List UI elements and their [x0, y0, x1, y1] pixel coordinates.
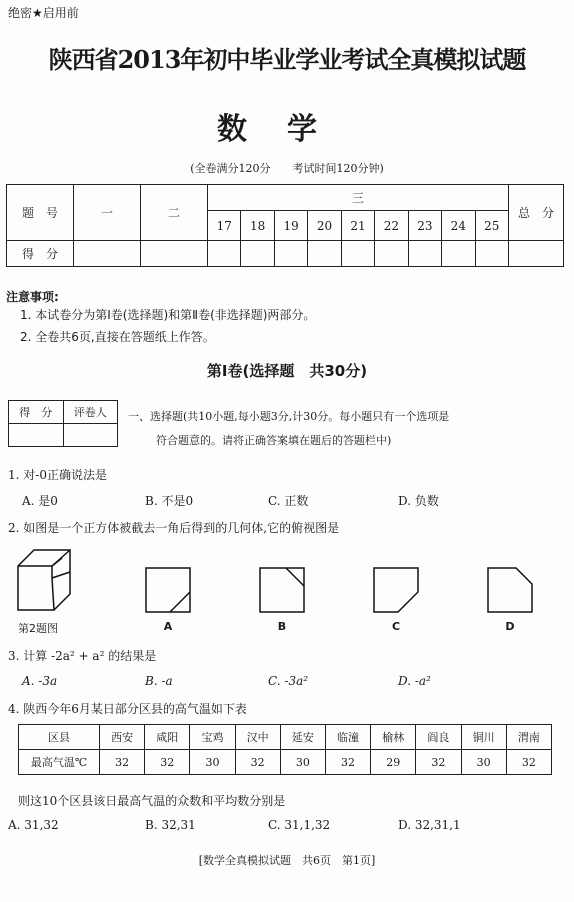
score-cell[interactable]: [308, 241, 341, 267]
col-22: 22: [375, 211, 408, 241]
q3-option-a[interactable]: A. -3a: [22, 674, 58, 688]
page-footer: [数学全真模拟试题 共6页 第1页]: [198, 854, 376, 867]
q1-option-b[interactable]: B. 不是0: [145, 494, 194, 508]
q2-figure-caption: 第2题图: [18, 622, 58, 635]
total-label: 总 分: [509, 185, 564, 241]
section-instruction: [128, 405, 568, 453]
section-title: 第Ⅰ卷(选择题 共30分): [206, 362, 368, 380]
county-cell: 渭南: [506, 725, 551, 750]
grader-score-label: 得 分: [9, 401, 64, 424]
q4-stem: 4. 陕西今年6月某日部分区县的高气温如下表: [8, 702, 247, 716]
total-score-cell[interactable]: [509, 241, 564, 267]
col-20: 20: [308, 211, 341, 241]
q1-option-d[interactable]: D. 负数: [398, 494, 439, 508]
temp-cell: 32: [416, 750, 461, 775]
part-three: 三: [208, 185, 509, 211]
q4-option-b[interactable]: B. 32,31: [145, 818, 196, 832]
notice-heading: 注意事项:: [6, 290, 59, 304]
q4-option-d[interactable]: D. 32,31,1: [398, 818, 461, 832]
q2-option-b[interactable]: B: [277, 620, 287, 633]
part-two: 二: [141, 185, 208, 241]
grader-reviewer-label: 评卷人: [63, 401, 118, 424]
score-cell[interactable]: [208, 241, 241, 267]
q1-stem: 1. 对-0正确说法是: [8, 468, 107, 482]
confidential-label: 绝密★启用前: [8, 6, 79, 20]
score-cell[interactable]: [274, 241, 307, 267]
temp-cell: 32: [325, 750, 370, 775]
temp-cell: 32: [235, 750, 280, 775]
county-cell: 阎良: [416, 725, 461, 750]
q4-followup: 则这10个区县该日最高气温的众数和平均数分别是: [18, 794, 286, 808]
col-17: 17: [208, 211, 241, 241]
temp-cell: 32: [145, 750, 190, 775]
temp-cell: 32: [506, 750, 551, 775]
county-cell: 临潼: [325, 725, 370, 750]
temp-header: 最高气温℃: [19, 750, 100, 775]
q4-option-c[interactable]: C. 31,1,32: [268, 818, 331, 832]
exam-meta: (全卷满分120分 考试时间120分钟): [190, 162, 384, 175]
temp-cell: 30: [190, 750, 235, 775]
score-cell[interactable]: [74, 241, 141, 267]
grader-box: [8, 400, 118, 447]
score-cell[interactable]: [408, 241, 441, 267]
q3-option-c[interactable]: C. -3a²: [268, 674, 309, 688]
notice-item-2: 2. 全卷共6页,直接在答题纸上作答。: [20, 330, 215, 344]
score-cell[interactable]: [341, 241, 374, 267]
grader-score-cell[interactable]: [9, 424, 64, 447]
score-cell[interactable]: [141, 241, 208, 267]
cube-figure: [14, 548, 74, 614]
option-c-figure: [372, 566, 420, 614]
q2-option-a[interactable]: A: [163, 620, 173, 633]
temp-cell: 30: [280, 750, 325, 775]
q3-option-b[interactable]: B. -a: [145, 674, 173, 688]
q3-stem: 3. 计算 -2a² + a² 的结果是: [8, 649, 157, 663]
temp-cell: 32: [100, 750, 145, 775]
score-cell[interactable]: [442, 241, 475, 267]
q4-option-a[interactable]: A. 31,32: [8, 818, 59, 832]
option-a-figure: [144, 566, 192, 614]
temp-cell: 30: [461, 750, 506, 775]
option-d-figure: [486, 566, 534, 614]
col-23: 23: [408, 211, 441, 241]
grader-reviewer-cell[interactable]: [63, 424, 118, 447]
temperature-table: [18, 724, 552, 775]
county-cell: 咸阳: [145, 725, 190, 750]
question-number-label: 题 号: [7, 185, 74, 241]
option-b-figure: [258, 566, 306, 614]
county-cell: 宝鸡: [190, 725, 235, 750]
county-cell: 铜川: [461, 725, 506, 750]
q2-option-c[interactable]: C: [391, 620, 401, 633]
score-cell[interactable]: [241, 241, 274, 267]
instruction-line-2: 符合题意的。请将正确答案填在题后的答题栏中): [156, 434, 392, 447]
notice-item-1: 1. 本试卷分为第Ⅰ卷(选择题)和第Ⅱ卷(非选择题)两部分。: [20, 308, 316, 322]
county-cell: 汉中: [235, 725, 280, 750]
q2-stem: 2. 如图是一个正方体被截去一角后得到的几何体,它的俯视图是: [8, 521, 340, 535]
q3-option-d[interactable]: D. -a²: [398, 674, 431, 688]
score-table: [6, 184, 564, 267]
score-cell[interactable]: [475, 241, 509, 267]
col-25: 25: [475, 211, 509, 241]
instruction-line-1: 一、选择题(共10小题,每小题3分,计30分。每小题只有一个选项是: [128, 410, 450, 423]
col-19: 19: [274, 211, 307, 241]
q2-option-d[interactable]: D: [505, 620, 515, 633]
temp-cell: 29: [371, 750, 416, 775]
part-one: 一: [74, 185, 141, 241]
county-cell: 延安: [280, 725, 325, 750]
exam-title: 陕西省2013年初中毕业学业考试全真模拟试题: [48, 45, 526, 74]
county-cell: 榆林: [371, 725, 416, 750]
score-cell[interactable]: [375, 241, 408, 267]
county-header: 区县: [19, 725, 100, 750]
col-24: 24: [442, 211, 475, 241]
q1-option-a[interactable]: A. 是0: [22, 494, 58, 508]
col-21: 21: [341, 211, 374, 241]
subject-title: 数学: [217, 112, 357, 147]
q1-option-c[interactable]: C. 正数: [268, 494, 309, 508]
county-cell: 西安: [100, 725, 145, 750]
score-label: 得 分: [7, 241, 74, 267]
col-18: 18: [241, 211, 274, 241]
